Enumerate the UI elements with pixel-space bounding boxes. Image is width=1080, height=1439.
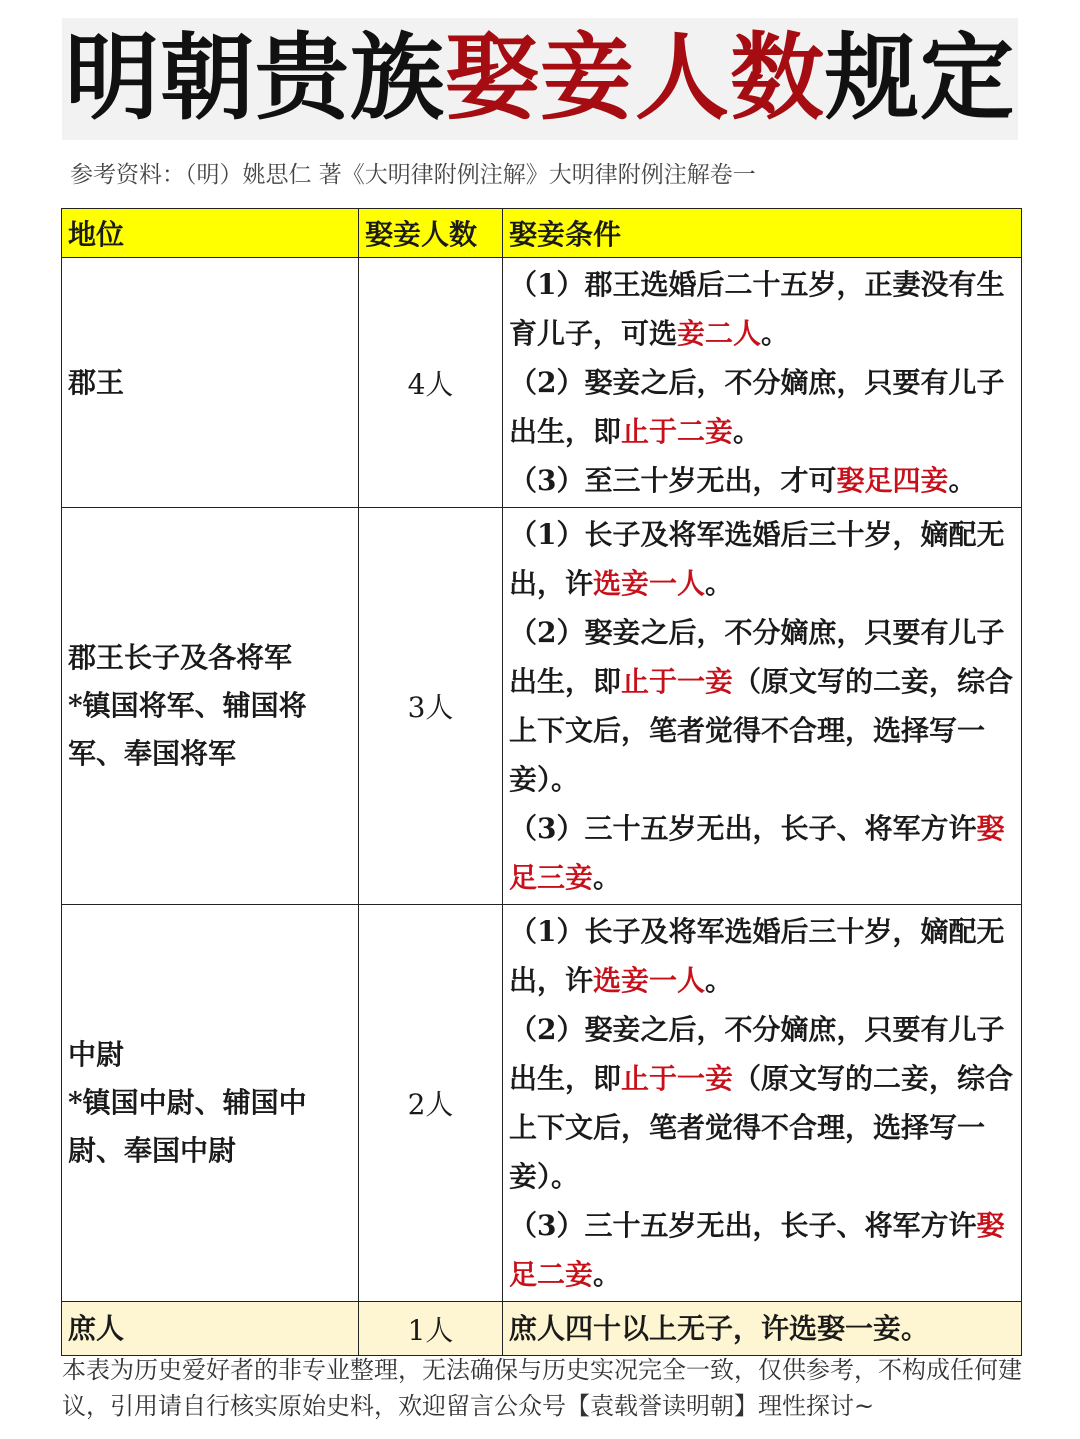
conditions-cell: [503, 905, 1022, 1302]
title-part-3: 规定: [825, 24, 1016, 133]
table-row: [62, 508, 1022, 905]
status-cell: [62, 1302, 359, 1356]
table-header-row: [62, 209, 1022, 258]
condition-text: 。: [705, 567, 734, 600]
condition-highlight: 止于二妾: [621, 415, 734, 448]
condition-highlight: 选妾一人: [593, 567, 706, 600]
condition-text: （1）郡王选婚后二十五岁，正妻没有生育儿子，可选: [509, 268, 1005, 350]
status-name: 中尉: [68, 1038, 125, 1071]
table-row: [62, 1302, 1022, 1356]
status-cell: [62, 258, 359, 508]
source-reference: 参考资料：（明）姚思仁 著《大明律附例注解》大明律附例注解卷一: [70, 162, 756, 188]
condition-text: 。: [593, 861, 622, 894]
footnote: 本表为历史爱好者的非专业整理，无法确保与历史实况完全一致，仅供参考，不构成任何建议，引用请自行核实原始史料，欢迎留言公众号【袁载誉读明朝】理性探讨~: [62, 1356, 1022, 1420]
condition-highlight: 娶足三妾: [509, 812, 1005, 894]
conditions-cell: [503, 1302, 1022, 1356]
condition-text: 。: [948, 464, 977, 497]
conditions-cell: [503, 508, 1022, 905]
condition-item: [509, 510, 1017, 608]
condition-highlight: 选妾一人: [593, 964, 706, 997]
condition-item: [509, 456, 1017, 505]
title-part-2: 娶妾人数: [444, 24, 825, 133]
count-cell: 4人: [359, 258, 503, 508]
condition-highlight: 妾二人: [677, 317, 762, 350]
status-name: 郡王长子及各将军: [68, 641, 293, 674]
condition-item: [509, 1304, 1017, 1353]
condition-text: （3）三十五岁无出，长子、将军方许: [509, 1209, 977, 1242]
status-note: *镇国中尉、辅国中尉、奉国中尉: [68, 1086, 307, 1167]
table-row: [62, 258, 1022, 508]
condition-text: （1）长子及将军选婚后三十岁，嫡配无出，许: [509, 518, 1005, 600]
conditions-cell: [503, 258, 1022, 508]
header-status: 地位: [62, 209, 359, 258]
title-part-1: 明朝贵族: [64, 24, 445, 133]
condition-text: （2）娶妾之后，不分嫡庶，只要有儿子出生，即: [509, 366, 1005, 448]
header-conditions: 娶妾条件: [503, 209, 1022, 258]
condition-text: 。: [761, 317, 790, 350]
concubine-rules-table: [61, 208, 1022, 1356]
condition-highlight: 娶足四妾: [836, 464, 949, 497]
condition-text: （原文写的二妾，综合上下文后，笔者觉得不合理，选择写一妾）。: [509, 665, 1014, 796]
condition-text: （2）娶妾之后，不分嫡庶，只要有儿子出生，即: [509, 1013, 1005, 1095]
condition-text: 庶人四十以上无子，许选娶一妾。: [509, 1312, 930, 1345]
condition-item: [509, 608, 1017, 804]
condition-text: 。: [705, 964, 734, 997]
page-title: [62, 18, 1018, 140]
condition-item: [509, 260, 1017, 358]
status-cell: [62, 905, 359, 1302]
status-name: 庶人: [68, 1311, 125, 1345]
status-name: 郡王: [68, 365, 125, 399]
header-count: 娶妾人数: [359, 209, 503, 258]
condition-text: 。: [593, 1258, 622, 1291]
condition-text: （1）长子及将军选婚后三十岁，嫡配无出，许: [509, 915, 1005, 997]
condition-item: [509, 358, 1017, 456]
condition-item: [509, 907, 1017, 1005]
status-cell: [62, 508, 359, 905]
condition-highlight: 娶足二妾: [509, 1209, 1005, 1291]
condition-text: （3）三十五岁无出，长子、将军方许: [509, 812, 977, 845]
count-cell: 2人: [359, 905, 503, 1302]
condition-text: （原文写的二妾，综合上下文后，笔者觉得不合理，选择写一妾）。: [509, 1062, 1014, 1193]
condition-highlight: 止于一妾: [621, 665, 734, 698]
table-row: [62, 905, 1022, 1302]
condition-highlight: 止于一妾: [621, 1062, 734, 1095]
count-cell: 1人: [359, 1302, 503, 1356]
condition-item: [509, 1201, 1017, 1299]
condition-text: 。: [733, 415, 762, 448]
condition-item: [509, 1005, 1017, 1201]
condition-text: （3）至三十岁无出，才可: [509, 464, 837, 497]
condition-text: （2）娶妾之后，不分嫡庶，只要有儿子出生，即: [509, 616, 1005, 698]
status-note: *镇国将军、辅国将军、奉国将军: [68, 689, 307, 770]
count-cell: 3人: [359, 508, 503, 905]
condition-item: [509, 804, 1017, 902]
